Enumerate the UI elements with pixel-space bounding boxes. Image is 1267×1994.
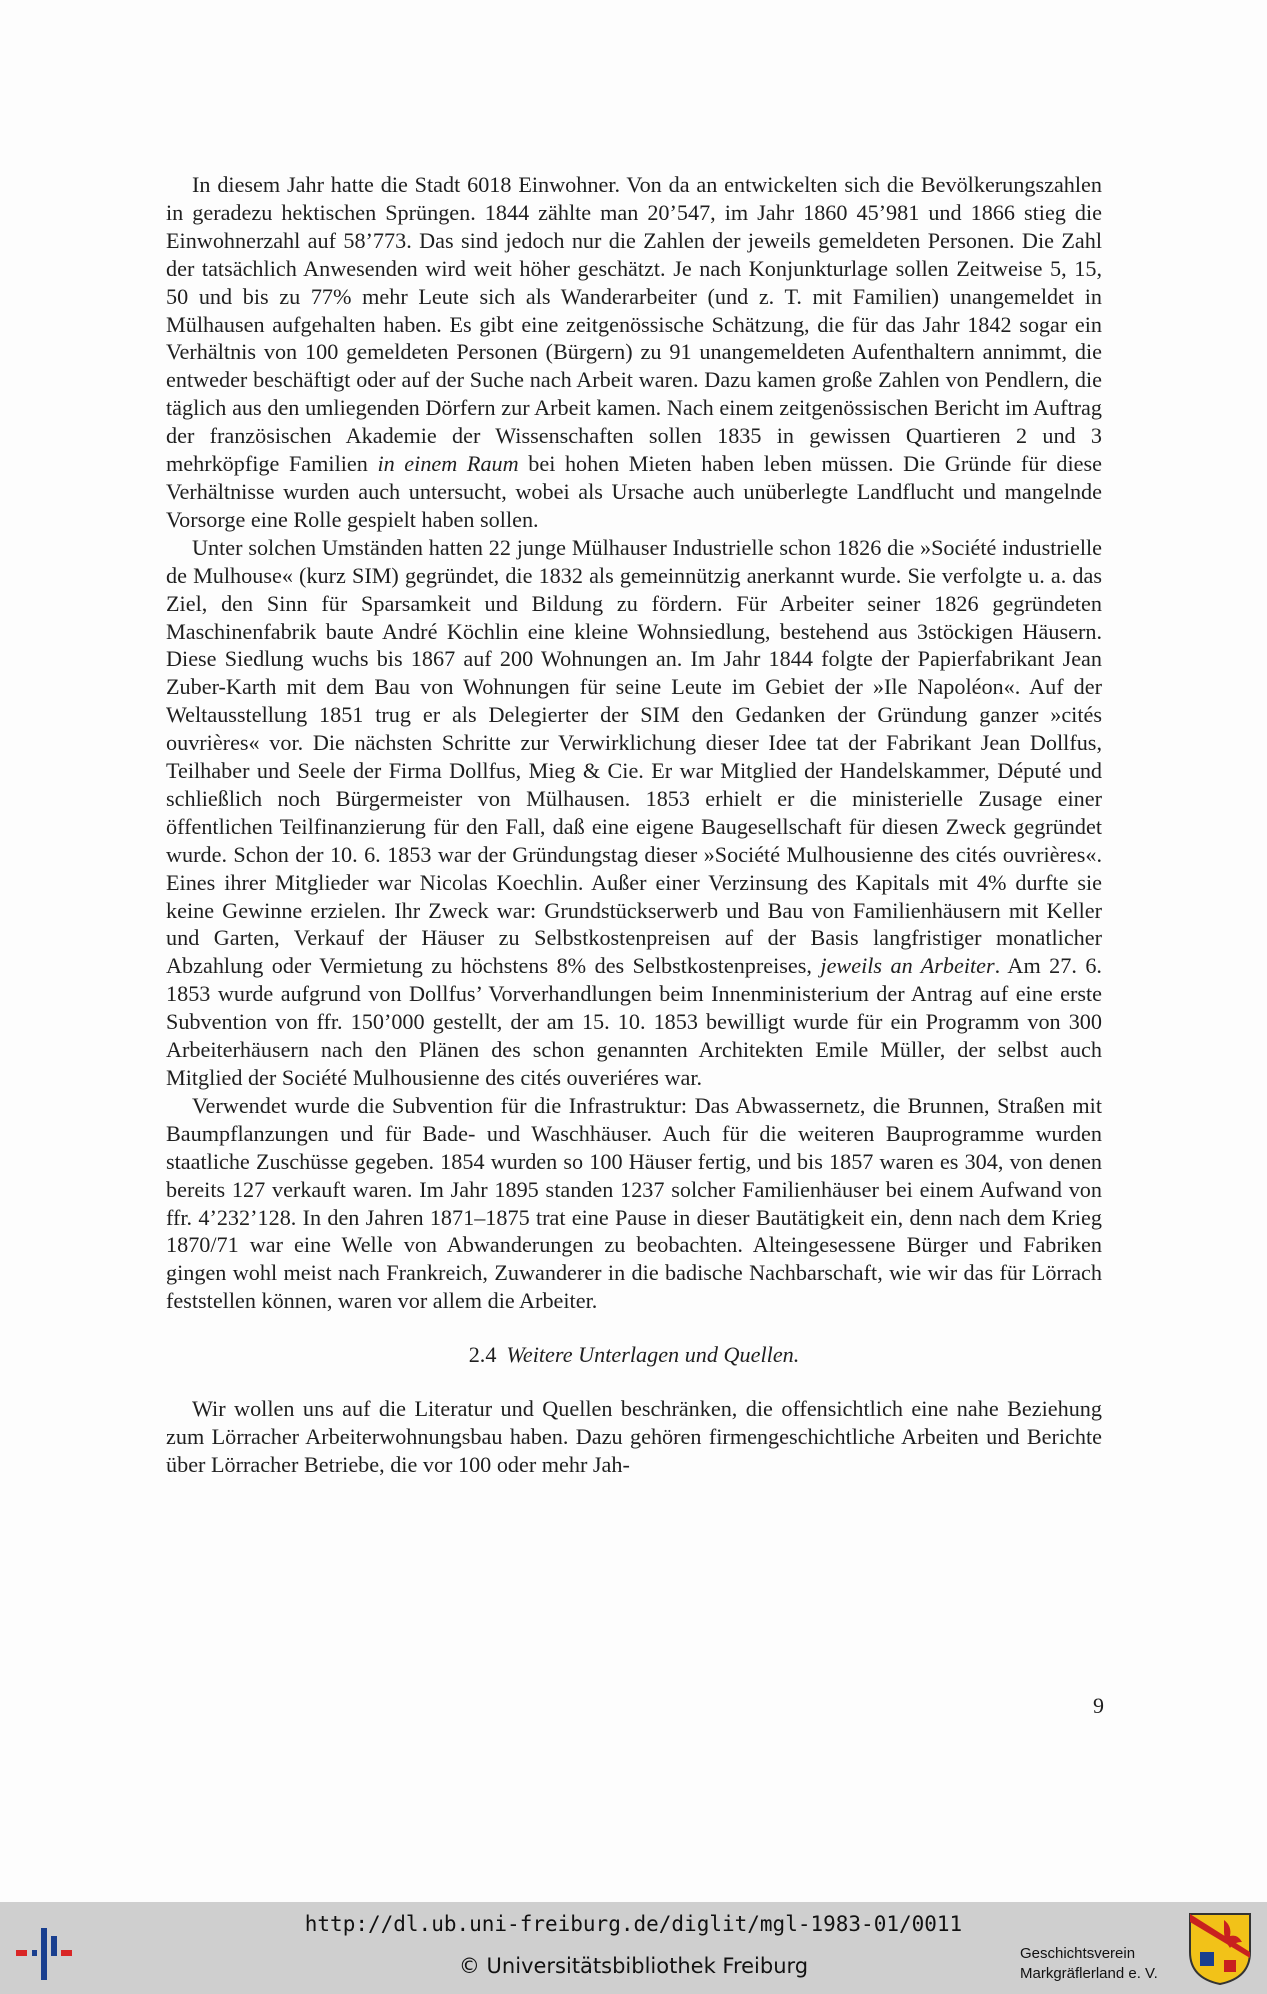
copyright-text: © Universitätsbibliothek Freiburg [458,1954,809,1978]
paragraph [166,534,1102,1092]
society-name [1020,1944,1190,1984]
emphasis-text: jeweils an Arbeiter [820,953,995,979]
emphasis-text: in einem Raum [377,451,519,477]
section-number: 2.4 [468,1342,497,1368]
section-heading [166,1341,1102,1369]
text-segment: bei hohen Mieten haben leben müssen. Die Gründe für diese Verhältnisse wurden auch untersucht, wobei als Ursache auch unüberlegte Landflucht und mangelnde Vorsorge eine Rolle gespielt haben sollen. [166,451,1102,532]
society-name-line: Geschichtsverein [1020,1945,1136,1962]
body-text [166,171,1102,1479]
footer-bar [0,1902,1267,1994]
section-title: Weitere Unterlagen und Quellen. [506,1342,800,1368]
page-number: 9 [1093,1693,1104,1718]
text-segment: In diesem Jahr hatte die Stadt 6018 Einwohner. Von da an entwickelten sich die Bevölkerungszahlen in geradezu hektischen Sprüngen. 1844 zählte man 20’547, im Jahr 1860 45’981 und 1866 stieg die Einwohnerzahl auf 58’773. Das sind jedoch nur die Zahlen der jeweils gemeldeten Personen. Die Zahl der tatsächlich Anwesenden wird weit höher geschätzt. Je nach Konjunkturlage sollen Zeitweise 5, 15, 50 und bis zu 77% mehr Leute sich als Wanderarbeiter (und z. T. mit Familien) unangemeldet in Mülhausen aufgehalten haben. Es gibt eine zeitgenössische Schätzung, die für das Jahr 1842 sogar ein Verhältnis von 100 gemeldeten Personen (Bürgern) zu 91 unangemeldeten Aufenthaltern annimmt, die entweder beschäftigt oder auf der Suche nach Arbeit waren. Dazu kamen große Zahlen von Pendlern, die täglich aus den umliegenden Dörfern zur Arbeit kamen. Nach einem zeitgenössischen Bericht im Auftrag der französischen Akademie der Wissenschaften sollen 1835 in gewissen Quartieren 2 und 3 mehrköpfige Familien [166,172,1102,477]
paragraph: Wir wollen uns auf die Literatur und Quellen beschränken, die offensichtlich eine nahe Beziehung zum Lörracher Arbeiterwohnungsbau haben. Dazu gehören firmengeschichtliche Arbeiten und Berichte über Lörracher Betriebe, die vor 100 oder mehr Jah- [166,1396,1102,1477]
text-segment: Verwendet wurde die Subvention für die Infrastruktur: Das Abwassernetz, die Brunnen, Straßen mit Baumpflanzungen und für Bade- und Waschhäuser. Auch für die weiteren Bauprogramme wurden staatliche Zuschüsse gegeben. 1854 wurden so 100 Häuser fertig, und bis 1857 waren es 304, von denen bereits 127 verkauft waren. Im Jahr 1895 standen 1237 solcher Familienhäuser bei einem Aufwand von ffr. 4’232’128. In den Jahren 1871–1875 trat eine Pause in dieser Bautätigkeit ein, denn nach dem Krieg 1870/71 war eine Welle von Abwanderungen zu beobachten. Alteingesessene Bürger und Fabriken gingen wohl meist nach Frankreich, Zuwanderer in die badische Nachbarschaft, wie wir das für Lörrach feststellen können, waren vor allem die Arbeiter. [166,1092,1102,1314]
paragraph [166,171,1102,534]
text-segment: Unter solchen Umständen hatten 22 junge Mülhauser Industrielle schon 1826 die »Société industrielle de Mulhouse« (kurz SIM) gegründet, die 1832 als gemeinnützig anerkannt wurde. Sie verfolgte u. a. das Ziel, den Sinn für Sparsamkeit und Bildung zu fördern. Für Arbeiter seiner 1826 gegründeten Maschinenfabrik baute André Köchlin eine kleine Wohnsiedlung, bestehend aus 3stöckigen Häusern. Diese Siedlung wuchs bis 1867 auf 200 Wohnungen an. Im Jahr 1844 folgte der Papierfabrikant Jean Zuber-Karth mit dem Bau von Wohnungen für seine Leute im Gebiet der »Ile Napoléon«. Auf der Weltausstellung 1851 trug er als Delegierter der SIM den Gedanken der Gründung ganzer »cités ouvrières« vor. Die nächsten Schritte zur Verwirklichung dieser Idee tat der Fabrikant Jean Dollfus, Teilhaber und Seele der Firma Dollfus, Mieg & Cie. Er war Mitglied der Handelskammer, Député und schließlich noch Bürgermeister von Mülhausen. 1853 erhielt er die ministerielle Zusage einer öffentlichen Teilfinanzierung für den Fall, daß eine eigene Baugesellschaft für diesen Zweck gegründet wurde. Schon der 10. 6. 1853 war der Gründungstag dieser »Société Mulhousienne des cités ouvrières«. Eines ihrer Mitglieder war Nicolas Koechlin. Außer einer Verzinsung des Kapitals mit 4% durfte sie keine Gewinne erzielen. Ihr Zweck war: Grundstückserwerb und Bau von Familienhäusern mit Keller und Garten, Verkauf der Häuser zu Selbstkostenpreisen auf der Basis langfristiger monatlicher Abzahlung oder Vermietung zu höchstens 8% des Selbstkostenpreises, [166,534,1102,979]
society-name-line: Markgräflerland e. V. [1020,1965,1158,1982]
document-url-link[interactable]: http://dl.ub.uni-freiburg.de/diglit/mgl-1983-01/0011 [304,1912,963,1936]
coat-of-arms-icon[interactable] [1188,1912,1252,1986]
paragraph [166,1092,1102,1315]
text-segment: . Am 27. 6. 1853 wurde aufgrund von Dollfus’ Vorverhandlungen beim Innenministerium der Antrag auf eine erste Subvention von ffr. 150’000 gestellt, der am 15. 10. 1853 bewilligt wurde für ein Programm von 300 Arbeiterhäusern nach den Plänen des schon genannten Architekten Emile Müller, der selbst auch Mitglied der Société Mulhousienne des cités ouveriéres war. [166,953,1102,1090]
